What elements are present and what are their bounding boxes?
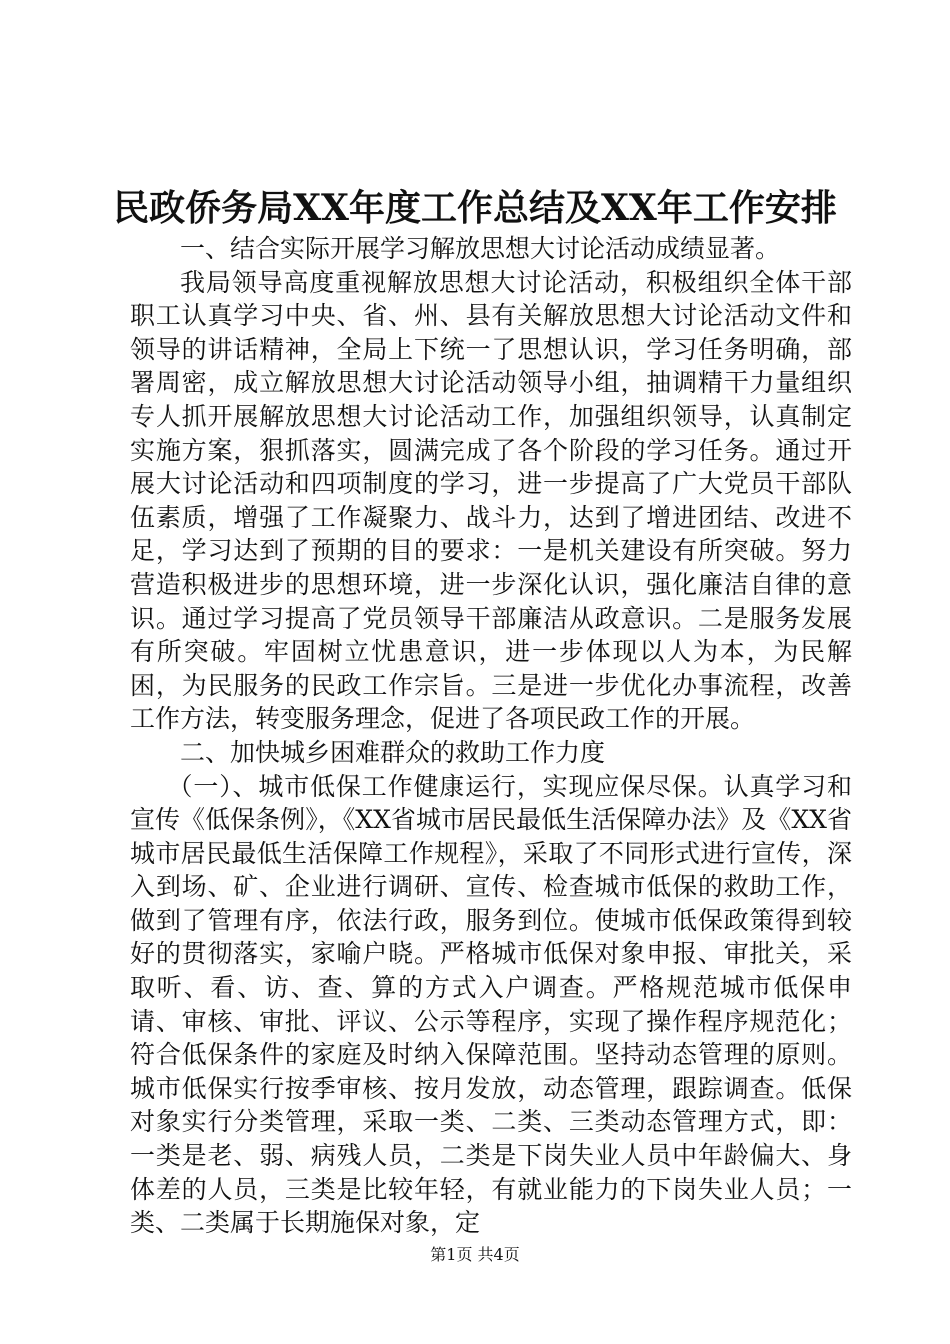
document-body (130, 232, 852, 1240)
paragraph-2: （一）、城市低保工作健康运行，实现应保尽保。认真学习和宣传《低保条例》，《XX省城市居民最低生活保障办法》及《XX省城市居民最低生活保障工作规程》，采取了不同形式进行宣传，深入到场、矿、企业进行调研、宣传、检查城市低保的救助工作，做到了管理有序，依法行政，服务到位。使城市低保政策得到较好的贯彻落实，家喻户晓。严格城市低保对象申报、审批关，采取听、看、访、查、算的方式入户调查。严格规范城市低保申请、审核、审批、评议、公示等程序，实现了操作程序规范化；符合低保条件的家庭及时纳入保障范围。坚持动态管理的原则。城市低保实行按季审核、按月发放，动态管理，跟踪调查。低保对象实行分类管理，采取一类、二类、三类动态管理方式，即：一类是老、弱、病残人员，二类是下岗失业人员中年龄偏大、身体差的人员，三类是比较年轻，有就业能力的下岗失业人员；一类、二类属于长期施保对象，定 (130, 771, 852, 1238)
section-heading-2: 二、加快城乡困难群众的救助工作力度 (180, 737, 606, 767)
page-number: 第1页 共4页 (430, 1245, 520, 1264)
paragraph-1: 我局领导高度重视解放思想大讨论活动，积极组织全体干部职工认真学习中央、省、州、县有关解放思想大讨论活动文件和领导的讲话精神，全局上下统一了思想认识，学习任务明确，部署周密，成立解放思想大讨论活动领导小组，抽调精干力量组织专人抓开展解放思想大讨论活动工作，加强组织领导，认真制定实施方案，狠抓落实，圆满完成了各个阶段的学习任务。通过开展大讨论活动和四项制度的学习，进一步提高了广大党员干部队伍素质，增强了工作凝聚力、战斗力，达到了增进团结、改进不足，学习达到了预期的目的要求：一是机关建设有所突破。努力营造积极进步的思想环境，进一步深化认识，强化廉洁自律的意识。通过学习提高了党员领导干部廉洁从政意识。二是服务发展有所突破。牢固树立忧患意识，进一步体现以人为本，为民解困，为民服务的民政工作宗旨。三是进一步优化办事流程，改善工作方法，转变服务理念，促进了各项民政工作的开展。 (130, 267, 852, 734)
section-heading-1: 一、结合实际开展学习解放思想大讨论活动成绩显著。 (180, 234, 781, 263)
document-title: 民政侨务局XX年度工作总结及XX年工作安排 (113, 187, 837, 229)
